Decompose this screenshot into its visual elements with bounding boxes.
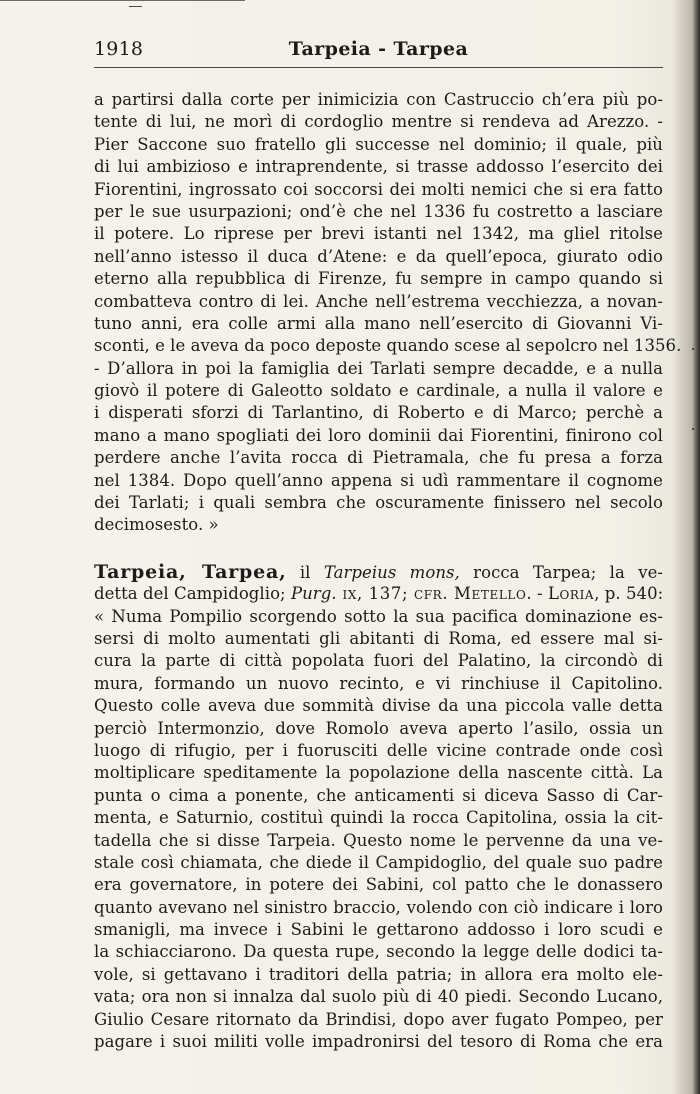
text-line: mura, formando un nuovo recinto, e vi rinchiuse il Capitolino. [94,673,663,693]
page-header [94,38,663,68]
text-line: eterno alla repubblica di Firenze, fu sempre in campo quando si [94,269,663,289]
text-line: era governatore, in potere dei Sabini, col patto che le donassero [94,875,663,895]
page-number: 1918 [94,38,144,60]
text-line: nel 1384. Dopo quell’anno appena si udì rammentare il cognome [94,470,663,490]
text-line: cura la parte di città popolata fuori del Palatino, la circondò di [94,651,663,671]
page-edge-shadow [692,0,700,1094]
text-line: vole, si gettavano i traditori della patria; in allora era molto ele- [94,964,663,984]
text-line: perciò Intermonzio, dove Romolo aveva aperto l’asilo, ossia un [94,718,663,738]
text-line: « Numa Pompilio scorgendo sotto la sua pacifica dominazione es- [94,606,663,626]
text-line: di lui ambizioso e intraprendente, si trasse addosso l’esercito dei [94,157,663,177]
paragraph-gap [94,537,663,561]
cross-reference-loria: Loria [547,584,595,604]
text-line: mano a mano spogliati dei loro dominii dai Fiorentini, finirono col [94,425,663,445]
paragraph-tarlati [94,89,682,537]
text-line: tadella che si disse Tarpeia. Questo nome le pervenne da una ve- [94,830,663,850]
text-line: smanigli, ma invece i Sabini le gettarono addosso i loro scudi e [94,920,663,940]
text-line: Pier Saccone suo fratello gli successe nel dominio; il quale, più [94,134,663,154]
text-line: sconti, e le aveva da poco deposte quando scese al sepolcro nel 1356. [94,336,682,356]
latin-name: Tarpeius mons, [323,562,460,582]
running-title: Tarpeia - Tarpea [288,38,469,60]
entry-text: rocca Tarpea; la ve- [459,562,664,582]
text-line: punta o cima a ponente, che anticamenti si diceva Sasso di Car- [94,785,663,805]
entry-first-line [94,561,663,583]
text-line: tuno anni, era colle armi alla mano nell’esercito di Giovanni Vi- [94,313,663,333]
text-line: dei Tarlati; i quali sembra che oscuramente finissero nel secolo [94,493,663,513]
text-line: combatteva contro di lei. Anche nell’estrema vecchiezza, a novan- [94,291,663,311]
entry-text: . - [526,584,548,604]
text-line: vata; ora non si innalza dal suolo più di 40 piedi. Secondo Lucano, [94,987,663,1007]
text-line: a partirsi dalla corte per inimicizia con Castruccio ch’era più po- [94,90,663,109]
entry-text: il [286,562,324,582]
text-line: per le sue usurpazioni; ond’è che nel 1336 fu costretto a lasciare [94,201,663,221]
body-text [94,89,682,1053]
text-line: Questo colle aveva due sommità divise da una piccola valle detta [94,696,663,716]
entry-second-line [94,583,663,605]
entry-headword: Tarpeia, Tarpea, [94,560,287,583]
text-line: tente di lui, ne morì di cordoglio mentre si rendeva ad Arezzo. - [94,112,663,132]
text-line: Fiorentini, ingrossato coi soccorsi dei molti nemici che si era fatto [94,179,663,199]
entry-text: detta del Campidoglio; [94,584,291,604]
text-line: sersi di molto aumentati gli abitanti di Roma, ed essere mal si- [94,628,663,648]
text-line: - D’allora in poi la famiglia dei Tarlati sempre decadde, e a nulla [94,358,663,378]
text-line: il potere. Lo riprese per brevi istanti nel 1342, ma gliel ritolse [94,224,663,244]
header-rule [94,67,663,68]
text-line: moltiplicare speditamente la popolazione della nascente città. La [94,763,663,783]
text-line: Giulio Cesare ritornato da Brindisi, dopo aver fugato Pompeo, per [94,1009,663,1029]
text-line: luogo di rifugio, per i fuorusciti delle vicine contrade onde così [94,740,663,760]
text-line: la schiacciarono. Da questa rupe, secondo la legge delle dodici ta- [94,942,663,962]
canto-reference: ix, 137; cfr. [336,584,455,604]
purgatorio-reference: Purg. [290,584,337,604]
text-line: perdere anche l’avita rocca di Pietramala, che fu presa a forza [94,448,663,468]
top-edge-mark [129,6,142,7]
text-line: quanto avevano nel sinistro braccio, volendo con ciò indicare i loro [94,897,663,917]
text-line: stale così chiamata, che diede il Campidoglio, del quale suo padre [94,852,663,872]
cross-reference-metello: Metello [454,584,527,604]
entry-tarpeia [94,561,663,1054]
text-line: menta, e Saturnio, costituì quindi la rocca Capitolina, ossia la cit- [94,808,663,828]
top-edge-line [0,0,245,1]
text-line: i disperati sforzi di Tarlantino, di Roberto e di Marco; perchè a [94,403,663,423]
text-line: giovò il potere di Galeotto soldato e cardinale, a nulla il valore e [94,381,663,401]
text-line: pagare i suoi militi volle impadronirsi del tesoro di Roma che era [94,1032,663,1052]
text-line: decimosesto. » [94,515,219,535]
entry-text: , p. 540: [594,584,664,604]
text-line: nell’anno istesso il duca d’Atene: e da quell’epoca, giurato odio [94,246,663,266]
